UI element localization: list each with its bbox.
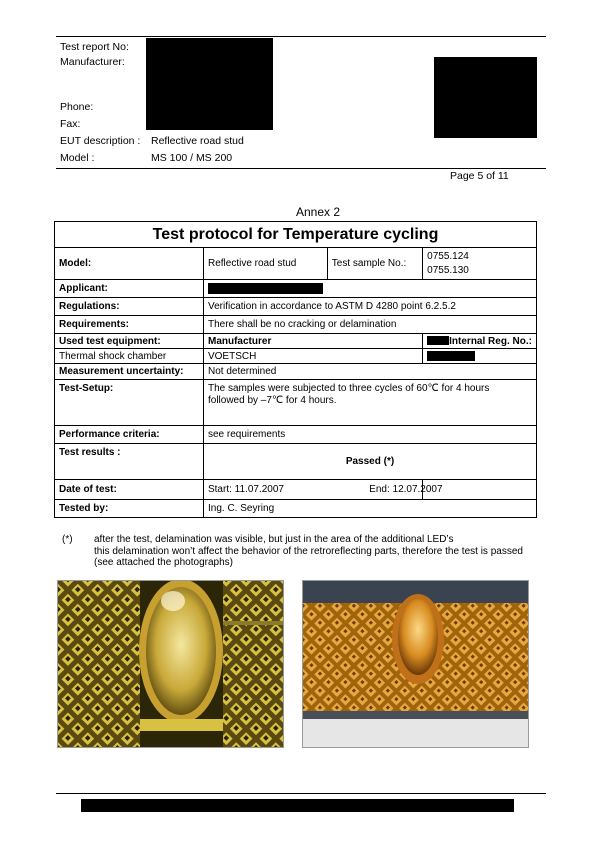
footer-redaction <box>81 799 514 812</box>
setup-line-1: The samples were subjected to three cycles of 60℃ for 4 hours <box>207 383 490 394</box>
requirements-value: There shall be no cracking or delamination <box>203 316 536 334</box>
footer-rule <box>56 793 546 794</box>
header-bottom-rule <box>56 168 546 169</box>
tested-by-value: Ing. C. Seyring <box>203 500 536 518</box>
footnote-mark: (*) <box>62 534 73 545</box>
footnote-line-1: after the test, delamination was visible, but just in the area of the additional LED’s <box>94 534 454 545</box>
model-row-value: Reflective road stud <box>203 248 327 280</box>
header-top-rule <box>56 36 546 37</box>
sample-id-2: 0755.130 <box>427 264 469 276</box>
model-row-label: Model: <box>55 248 204 280</box>
page-number: Page 5 of 11 <box>450 170 509 182</box>
date-end <box>369 480 537 500</box>
applicant-label: Applicant: <box>55 280 204 298</box>
phone-label: Phone: <box>60 101 94 113</box>
eut-value: Reflective road stud <box>151 135 244 147</box>
date-end-text: End: 12.07.2007 <box>369 484 443 495</box>
equipment-manufacturer: VOETSCH <box>203 349 422 364</box>
equipment-item: Thermal shock chamber <box>55 349 204 364</box>
results-value: Passed (*) <box>203 444 536 480</box>
protocol-title: Test protocol for Temperature cycling <box>55 222 537 248</box>
redaction-block <box>146 38 273 130</box>
photo-road-stud-2 <box>302 580 529 748</box>
equipment-reg-no <box>423 349 537 364</box>
date-label: Date of test: <box>55 480 204 500</box>
criteria-value: see requirements <box>203 426 536 444</box>
photo-road-stud-1 <box>57 580 284 748</box>
model-value: MS 100 / MS 200 <box>151 152 233 164</box>
criteria-label: Performance criteria: <box>55 426 204 444</box>
results-label: Test results : <box>55 444 204 480</box>
internal-reg-column-header <box>423 334 537 349</box>
manufacturer-label: Manufacturer: <box>60 56 125 68</box>
sample-label: Test sample No.: <box>327 248 422 280</box>
regulations-value: Verification in accordance to ASTM D 4280 point 6.2.5.2 <box>203 298 536 316</box>
footnote-line-3: (see attached the photographs) <box>94 557 233 568</box>
uncertainty-value: Not determined <box>203 364 536 380</box>
tested-by-label: Tested by: <box>55 500 204 518</box>
setup-value <box>203 380 536 426</box>
footnote-text <box>94 534 534 569</box>
test-report-no-label: Test report No: <box>60 41 129 53</box>
sample-ids <box>423 248 537 280</box>
equipment-label: Used test equipment: <box>55 334 204 349</box>
applicant-redaction <box>208 283 323 294</box>
eut-label: EUT description : <box>60 135 141 147</box>
model-label: Model : <box>60 152 95 164</box>
equipment-reg-redaction <box>427 351 475 361</box>
setup-line-2: followed by –7℃ for 4 hours. <box>207 395 337 406</box>
uncertainty-label: Measurement uncertainty: <box>55 364 204 380</box>
applicant-value <box>203 280 536 298</box>
internal-reg-redaction <box>427 336 449 345</box>
annex-title: Annex 2 <box>295 205 341 219</box>
sample-id-1: 0755.124 <box>427 250 469 262</box>
protocol-table <box>54 221 537 518</box>
footnote-line-2: this delamination won’t affect the behavior of the retroreflecting parts, therefore the test is passed <box>94 545 523 557</box>
setup-label: Test-Setup: <box>55 380 204 426</box>
date-start: Start: 11.07.2007 <box>203 480 422 500</box>
manufacturer-column-header: Manufacturer <box>203 334 422 349</box>
fax-label: Fax: <box>60 118 81 130</box>
internal-reg-label: Internal Reg. No.: <box>449 335 532 347</box>
requirements-label: Requirements: <box>55 316 204 334</box>
regulations-label: Regulations: <box>55 298 204 316</box>
redaction-logo-block <box>434 57 537 138</box>
